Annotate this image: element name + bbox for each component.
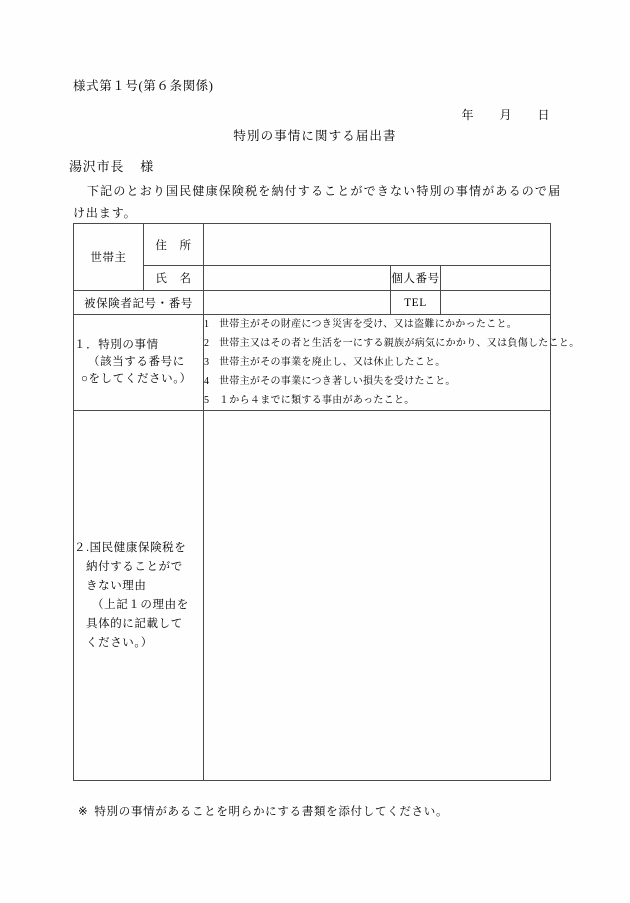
addressee-name: 湯沢市長 <box>69 159 125 174</box>
section1-label-line3: ○をしてください。） <box>81 373 192 385</box>
option-text: １から４までに類する事由があったこと。 <box>219 395 415 406</box>
table-row-address <box>74 224 551 266</box>
addressee-honorific: 様 <box>140 159 155 174</box>
insured-symbol-field[interactable] <box>204 291 391 315</box>
section2-label-line2: 納付することがで <box>86 560 183 573</box>
insured-symbol-label: 被保険者記号・番号 <box>74 291 204 315</box>
list-item[interactable] <box>204 334 580 353</box>
table-row-insured-symbol <box>74 291 551 315</box>
section2-label-line3: きない理由 <box>86 579 147 592</box>
reference-mark-icon: ※ <box>78 806 89 818</box>
section1-label <box>74 315 204 411</box>
list-item[interactable] <box>204 391 550 410</box>
lead-paragraph: 下記のとおり国民健康保険税を納付することができない特別の事情があるので届け出ます。 <box>73 184 561 220</box>
form-code: 様式第１号(第６条関係) <box>73 79 214 93</box>
my-number-label: 個人番号 <box>391 266 441 291</box>
option-number: 3 <box>204 357 210 368</box>
date-day-label: 日 <box>537 108 550 122</box>
section2-label-line5: 具体的に記載して <box>86 617 183 630</box>
name-field[interactable] <box>204 266 391 291</box>
option-number: 5 <box>204 395 210 406</box>
section1-options <box>204 315 580 411</box>
tel-field[interactable] <box>441 291 551 315</box>
footnote-text: 特別の事情があることを明らかにする書類を添付してください。 <box>94 806 449 818</box>
section1-option-list <box>204 315 580 410</box>
tel-label: TEL <box>391 291 441 315</box>
address-field[interactable] <box>204 224 551 266</box>
option-number: 2 <box>204 338 210 349</box>
option-text: 世帯主がその事業につき著しい損失を受けたこと。 <box>219 376 456 387</box>
option-number: 1 <box>204 319 210 330</box>
section2-label-line1: ２.国民健康保険税を <box>74 541 187 554</box>
form-table <box>73 223 580 781</box>
option-text: 世帯主又はその者と生活を一にする親族が病気にかかり、又は負傷したこと。 <box>219 338 580 349</box>
table-row-section2 <box>74 411 551 781</box>
name-label: 氏 名 <box>144 266 204 291</box>
date-month-label: 月 <box>499 108 512 122</box>
addressee <box>69 156 154 175</box>
option-text: 世帯主がその事業を廃止し、又は休止したこと。 <box>219 357 446 368</box>
householder-label: 世帯主 <box>74 224 144 291</box>
section2-reason-field[interactable] <box>204 411 551 781</box>
date-line <box>461 106 550 123</box>
table-row-section1 <box>74 315 551 411</box>
address-label: 住 所 <box>144 224 204 266</box>
list-item[interactable] <box>204 315 550 334</box>
option-number: 4 <box>204 376 210 387</box>
section2-label-line4: （上記１の理由を <box>92 598 189 611</box>
list-item[interactable] <box>204 372 550 391</box>
date-year-label: 年 <box>461 108 474 122</box>
table-row-name <box>74 266 551 291</box>
my-number-field[interactable] <box>441 266 551 291</box>
footnote <box>78 803 448 819</box>
list-item[interactable] <box>204 353 550 372</box>
option-text: 世帯主がその財産につき災害を受け、又は盗難にかかったこと。 <box>219 319 518 330</box>
section2-label <box>74 411 204 781</box>
section1-label-line2: （該当する番号に <box>88 356 185 368</box>
section1-label-line1: １．特別の事情 <box>74 339 159 351</box>
page-title: 特別の事情に関する届出書 <box>233 129 397 143</box>
section2-label-line6: ください。） <box>86 636 153 649</box>
